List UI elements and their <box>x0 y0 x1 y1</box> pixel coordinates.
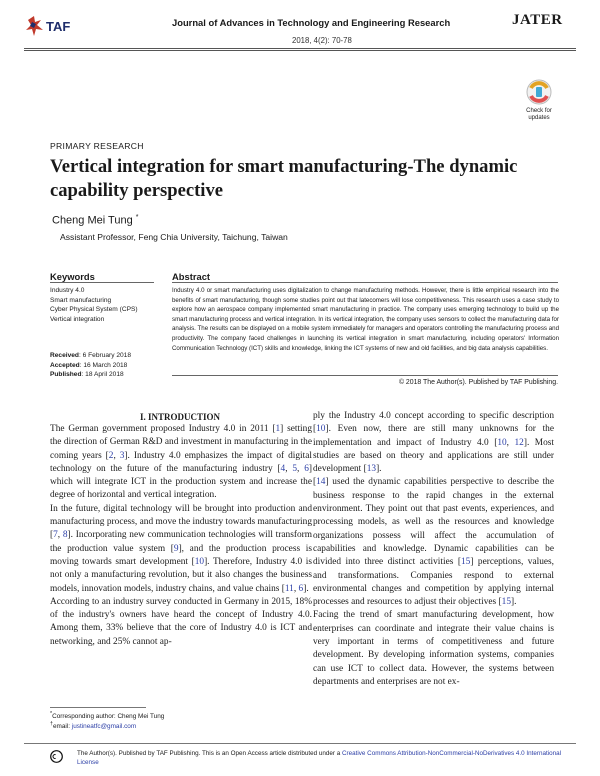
citation-link[interactable]: 15 <box>460 557 471 568</box>
paragraph-text: ] perceptions, values, and transformations. Companies respond to external environmental changes and competition by applying internal processes and resources to adjust their objectives [ <box>313 557 554 608</box>
paragraph-text: ], and the production process is moving towards smart development [ <box>50 543 312 567</box>
paragraph-text: , <box>293 583 299 594</box>
keyword-item: Smart manufacturing <box>50 296 112 304</box>
citation-link[interactable]: 3 <box>119 450 125 461</box>
paragraph <box>313 476 554 609</box>
license-link[interactable]: Creative Commons Attribution-NonCommercial-NoDerivatives 4.0 International License <box>77 750 562 766</box>
citation-link[interactable]: 4 <box>280 463 286 474</box>
paragraph-text: , <box>113 450 120 461</box>
paragraph <box>50 423 312 503</box>
paragraph-text: ]. <box>303 583 309 594</box>
abstract-bottom-rule <box>172 375 558 376</box>
paragraph <box>50 503 312 596</box>
paragraph-text: ]. Most studies are based on theory and applications are still under development [ <box>313 437 555 475</box>
body-column-right <box>313 410 554 689</box>
citation-link[interactable]: 9 <box>173 543 179 554</box>
paragraph-text: ]. <box>376 464 382 475</box>
citation-link[interactable]: 8 <box>62 530 68 541</box>
journal-logo <box>24 10 134 44</box>
paper-title: Vertical integration for smart manufacturing-The dynamic capability perspective <box>50 156 518 201</box>
copyright-line: © 2018 The Author(s). Published by TAF Publishing. <box>398 379 558 386</box>
paragraph-text: ply the Industry 4.0 concept according to specific description [ <box>313 411 554 435</box>
citation-link[interactable]: 10 <box>316 424 326 435</box>
paragraph-text: ] setting the direction of German R&D and investment in manufacturing in the coming years [ <box>50 424 312 461</box>
paragraph-text: , <box>57 530 63 541</box>
author-mark: * <box>135 214 139 221</box>
paragraph-text: ]. Industry 4.0 emphasizes the impact of digital technology on the future of the manufacturing industry [ <box>50 450 312 474</box>
taf-logo-icon <box>24 10 134 44</box>
paragraph-text: ]. <box>510 597 517 608</box>
received-date: Received: 6 February 2018 <box>50 352 132 359</box>
journal-name: Journal of Advances in Technology and Engineering Research <box>172 17 451 28</box>
citation-link[interactable]: 10 <box>194 556 205 567</box>
keywords-list <box>50 286 168 324</box>
citation-link[interactable]: 2 <box>108 450 114 461</box>
paragraph: According to an industry survey conducted in Germany in 2015, 18% of the industry's owners have heard the concept of Industry 4.0. Among them, 33% believe that the core of Industry 4.0 is ICT and networking, and 25% cannot ap- <box>50 596 312 647</box>
paragraph-text: [ <box>313 477 317 488</box>
section-heading-introduction: I. INTRODUCTION <box>139 412 220 422</box>
badge-label-line2: updates <box>528 114 550 121</box>
issue-info: 2018, 4(2): 70-78 <box>292 36 352 45</box>
footnote-corresponding: *Corresponding author: Cheng Mei Tung <box>50 711 165 721</box>
journal-abbreviation: JATER <box>512 12 563 28</box>
citation-link[interactable]: 10 <box>497 437 507 448</box>
logo-text: TAF <box>46 19 71 34</box>
accepted-date: Accepted: 16 March 2018 <box>50 361 128 369</box>
citation-link[interactable]: 11 <box>284 583 294 594</box>
badge-label-line1: Check for <box>526 108 552 114</box>
header-rule <box>24 48 576 49</box>
paragraph-text: ] used the dynamic capabilities perspective to describe the business response to the rapid changes in the external environment. They point out that past events, experiences, and processing models, as well as the resources and knowledge organizations possess will affect the accumulation of capabilities and knowledge. Dynamic capabilities can be divided into three distinct activities [ <box>313 477 554 568</box>
keyword-item: Industry 4.0 <box>50 287 85 294</box>
paragraph-text: In the future, digital technology will be brought into production and manufacturing process, and move the industry towards manufacturing [ <box>50 503 312 541</box>
email-link[interactable]: justineatfc@gmail.com <box>71 723 137 731</box>
paragraph-text: , <box>285 463 293 474</box>
body-column-left <box>50 423 312 649</box>
abstract-heading: Abstract <box>172 271 211 282</box>
keywords-heading: Keywords <box>50 271 95 282</box>
author-name: Cheng Mei Tung <box>52 214 133 227</box>
paragraph: Facing the trend of smart manufacturing development, how enterprises can coordinate and integrate their value chains is very important in terms of competitiveness and future development. By developing information systems, companies can use ICT to collect data. However, the systems between departments and enterprises are not ex- <box>313 610 554 687</box>
paragraph <box>313 410 554 476</box>
paragraph-text: ]. Therefore, Industry 4.0 is not only a manufacturing revolution, but it also changes the business models, innovation models, industry chains, and value chains [ <box>50 556 313 594</box>
footnote-email: †email: justineatfc@gmail.com <box>50 721 137 731</box>
citation-link[interactable]: 1 <box>275 424 281 434</box>
header-rule <box>24 50 576 51</box>
citation-link[interactable]: 7 <box>53 530 58 541</box>
citation-link[interactable]: 6 <box>304 463 309 474</box>
published-date: Published: 18 April 2018 <box>50 371 124 379</box>
keyword-item: Cyber Physical System (CPS) <box>50 306 138 314</box>
abstract-text: Industry 4.0 or smart manufacturing uses digitalization to change manufacturing methods. However, there is little empirical research into the benefits of smart manufacturing, though some studies point out that latecomers will lose competitiveness. This research uses a case study to explore how an aerospace company implemented smart manufacturing in practice. The company uses emerging technology to build up the smart manufacturing process and vertical integration. In its vertical integration, the company uses sensors to collect the manufacturing data for analysis. The results can be displayed on a mobile system immediately for managers and operators controlling the manufacturing process and productivity. The company faced challenges in launching its vertical integration in smart manufacturing, including operators' Information Communication Technology (ICT) skills and knowledge, linking the ICT systems of new and old facilities, and big data analysis capabilities. <box>172 287 559 352</box>
update-badge-icon <box>510 78 568 108</box>
check-for-updates-badge[interactable] <box>510 78 568 128</box>
citation-link[interactable]: 13 <box>366 464 377 475</box>
keywords-rule <box>50 282 154 283</box>
license-text: The Author(s). Published by TAF Publishing. This is an Open Access article distributed under a Creative Commons Attribution-NonCommercial-NoDerivatives 4.0 International License <box>77 750 562 766</box>
citation-link[interactable]: 12 <box>514 437 524 448</box>
section-label: PRIMARY RESEARCH <box>50 141 144 151</box>
author <box>52 214 139 227</box>
footnote-rule <box>50 707 146 708</box>
keyword-item: Vertical integration <box>50 315 105 323</box>
creative-commons-icon <box>50 750 63 763</box>
paragraph-text: ]. Incorporating new communication technologies will transform the production value system [ <box>50 530 313 554</box>
citation-link[interactable]: 5 <box>292 463 298 474</box>
footer-rule <box>24 743 576 744</box>
article-dates <box>50 351 131 380</box>
paragraph-text: , <box>297 463 305 474</box>
citation-link[interactable]: 6 <box>298 583 304 594</box>
abstract-rule <box>172 282 558 283</box>
citation-link[interactable]: 14 <box>316 477 326 488</box>
paragraph-text: The German government proposed Industry 4.0 in 2011 [ <box>50 424 276 434</box>
paragraph-text: , <box>506 437 515 448</box>
affiliation: Assistant Professor, Feng Chia University, Taichung, Taiwan <box>60 232 288 242</box>
paragraph-text: ] which will integrate ICT in the production system and increase the degree of horizontal and vertical integration. <box>50 463 312 501</box>
paragraph-text: ]. Even now, there are still many unknowns for the implementation and impact of Industry 4.0 [ <box>313 424 554 448</box>
citation-link[interactable]: 15 <box>501 597 511 608</box>
